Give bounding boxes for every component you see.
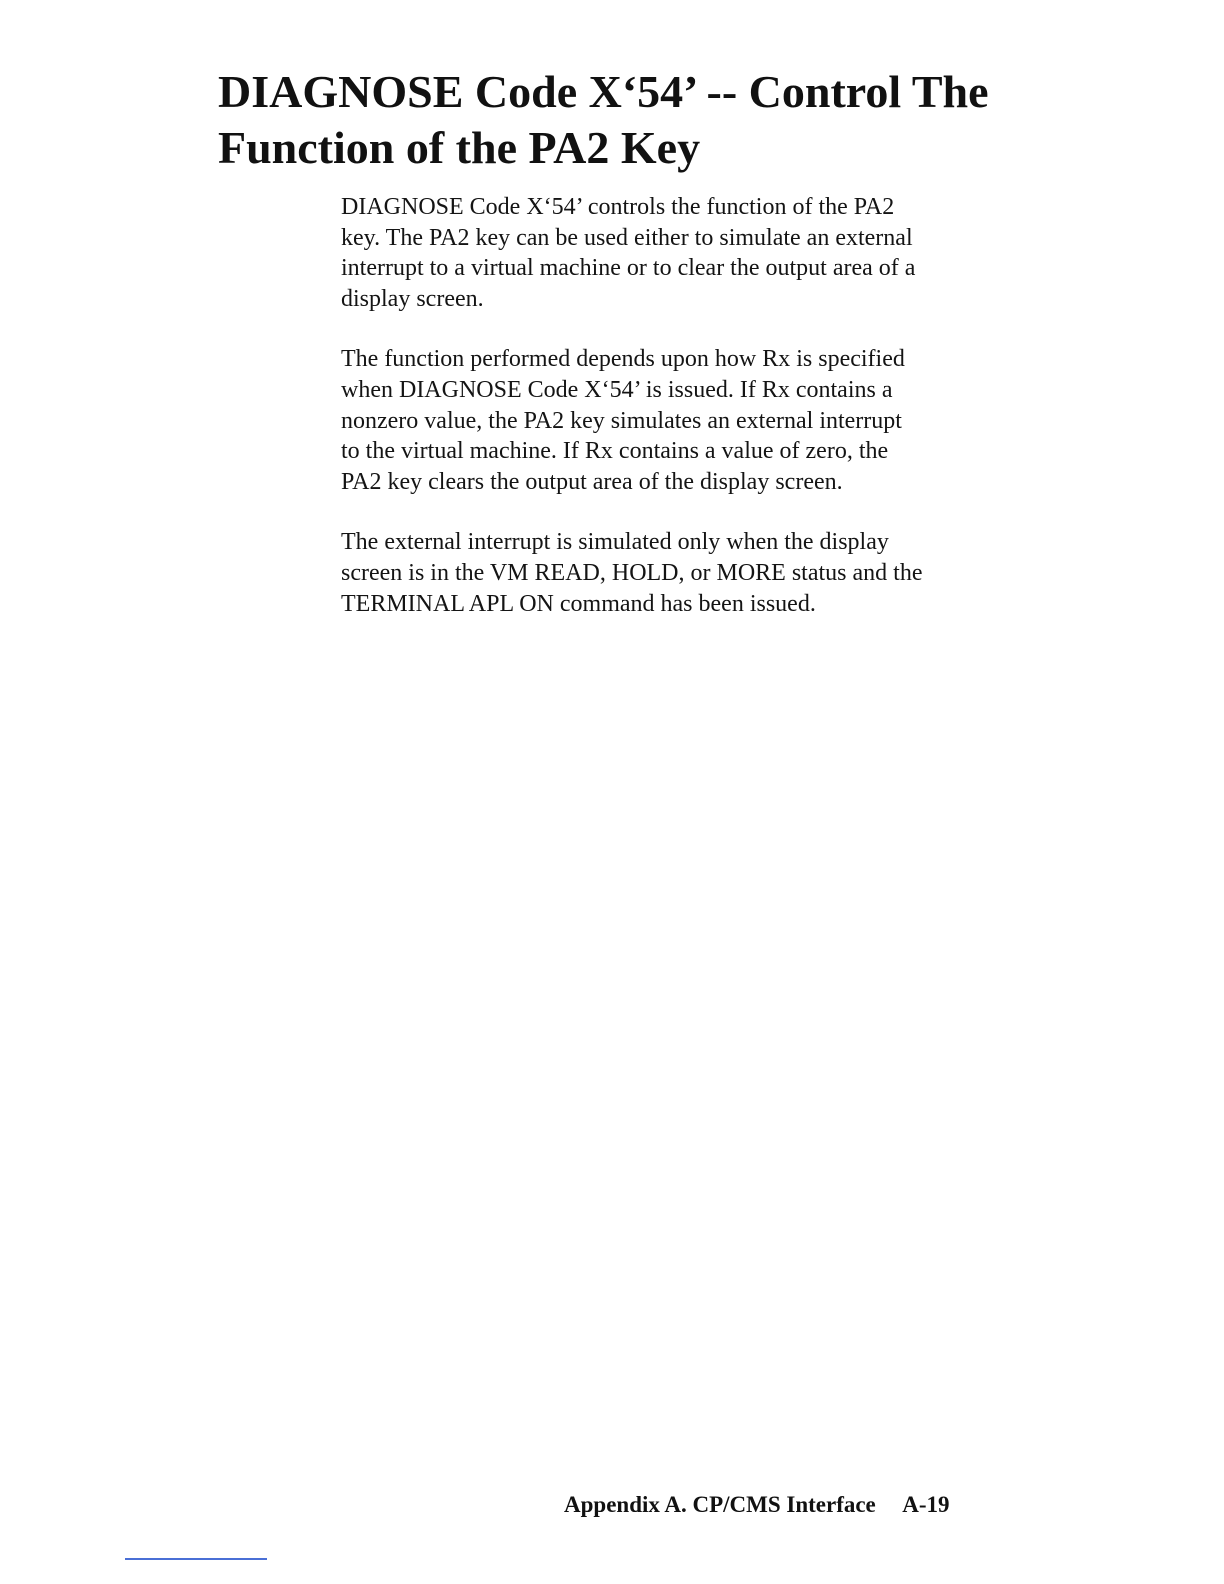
paragraph-function-overview: DIAGNOSE Code X‘54’ controls the function of the PA2 key. The PA2 key can be used either to simulate an external interrupt to a virtual machine or to clear the output area of a display screen. <box>341 194 916 312</box>
body-text <box>341 192 1041 649</box>
scan-edge-line <box>125 1558 267 1560</box>
paragraph-interrupt-conditions: The external interrupt is simulated only when the display screen is in the VM READ, HOLD, or MORE status and the TERMINAL APL ON command has been issued. <box>341 529 923 617</box>
footer-page-number: A-19 <box>902 1492 950 1517</box>
page-title: DIAGNOSE Code X‘54’ -- Control The Function of the PA2 Key <box>218 66 989 173</box>
paragraph-rx-specification: The function performed depends upon how Rx is specified when DIAGNOSE Code X‘54’ is issued. If Rx contains a nonzero value, the PA2 key simulates an external interrupt to the virtual machine. If Rx contains a value of zero, the PA2 key clears the output area of the display screen. <box>341 346 905 495</box>
footer-section-title: Appendix A. CP/CMS Interface <box>564 1492 876 1517</box>
page-footer <box>564 1490 950 1520</box>
